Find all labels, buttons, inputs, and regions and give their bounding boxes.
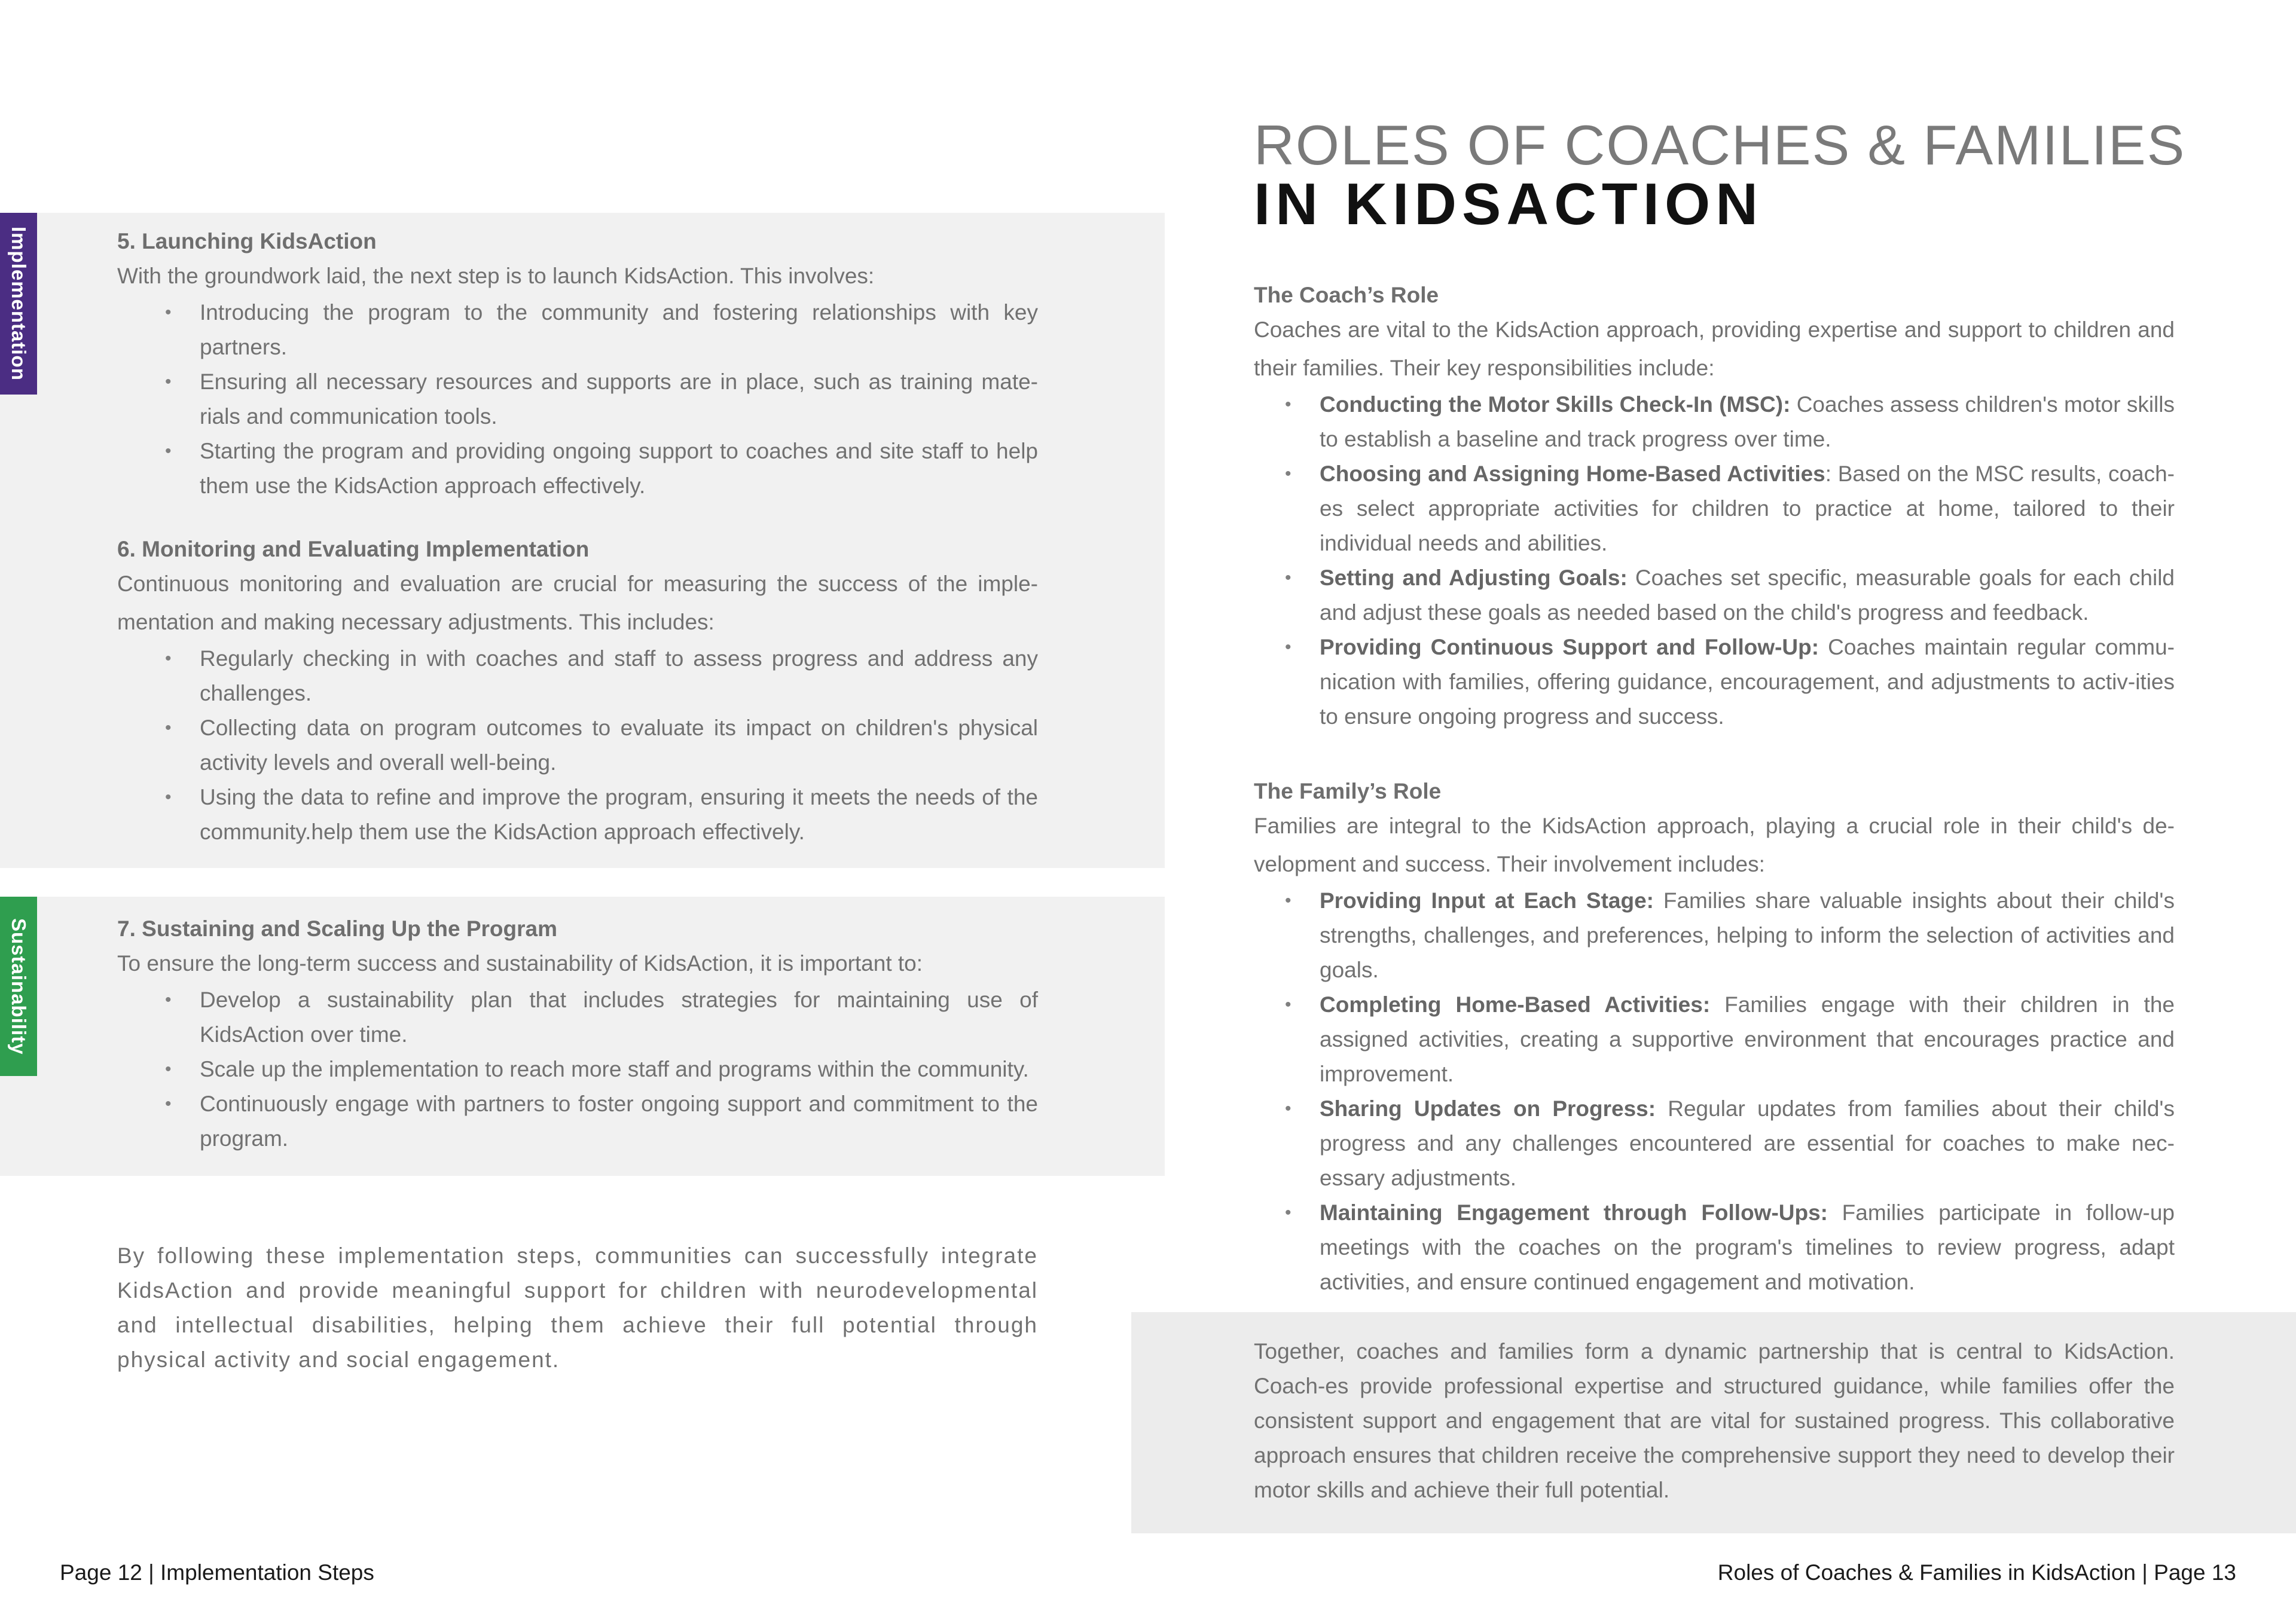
section-sustaining [117,913,1038,1156]
item-lead: Providing Continuous Support and Follow-Up: [1320,634,1819,659]
closing-block [117,1239,1038,1377]
list-item: • Using the data to refine and improve the program, ensuring it meets the needs of the community.help them use the KidsAction approach effectively. [200,780,1038,849]
section-intro: Continuous monitoring and evaluation are crucial for measuring the success of the imple-mentation and making necessary adjustments. This includes: [117,571,1038,634]
bullet-list [117,983,1038,1156]
list-item: • Starting the program and providing ongoing support to coaches and site staff to help them use the KidsAction approach effectively. [200,434,1038,503]
item-lead: Setting and Adjusting Goals: [1320,565,1628,590]
item-text: Coaches assess children's motor skills to establish a baseline and track progress over time. [1320,392,2175,451]
list-item [1320,988,2175,1092]
item-lead: Conducting the Motor Skills Check-In (MSC): [1320,392,1791,417]
bullet-list [117,641,1038,849]
list-item: • Develop a sustainability plan that includes strategies for maintaining use of KidsAction over time. [200,983,1038,1052]
list-item [1320,884,2175,988]
item-text: Families engage with their children in the assigned activities, creating a supportive environment that encourages practice and improvement. [1320,992,2175,1086]
closing-paragraph: By following these implementation steps, communities can successfully integrate KidsAction and provide meaningful support for children with neurodevelopmental and intellectual disabilities, helping them achieve their full potential through physical activity and social engagement. [117,1243,1038,1372]
item-lead: Sharing Updates on Progress: [1320,1096,1656,1121]
footer-right: Roles of Coaches & Families in KidsAction | Page 13 [1717,1560,2236,1585]
list-item: • Scale up the implementation to reach more staff and programs within the community. [200,1052,1038,1087]
item-text: : Based on the MSC results, coach-es select appropriate activities for children to practice at home, tailored to their individual needs and abilities. [1320,461,2175,555]
section-heading: The Family’s Role [1254,779,1442,803]
section-intro: To ensure the long-term success and sustainability of KidsAction, it is important to: [117,950,923,976]
list-item [1320,387,2175,457]
family-role-section [1254,776,2175,1300]
list-item: • Ensuring all necessary resources and supports are in place, such as training mate-rials and communication tools. [200,365,1038,434]
coach-role-section [1254,280,2175,734]
list-item: • Introducing the program to the community and fostering relationships with key partners. [200,295,1038,365]
list-item: • Continuously engage with partners to foster ongoing support and commitment to the program. [200,1087,1038,1156]
list-item [1320,457,2175,561]
list-item [1320,1196,2175,1300]
item-text: Coaches set specific, measurable goals for each child and adjust these goals as needed based on the child's progress and feedback. [1320,565,2175,625]
list-item: • Collecting data on program outcomes to evaluate its impact on children's physical activity levels and overall well-being. [200,711,1038,780]
summary-block [1254,1334,2175,1508]
page-title-line1: ROLES OF COACHES & FAMILIES [1254,114,2186,176]
item-lead: Maintaining Engagement through Follow-Ups: [1320,1200,1828,1225]
item-lead: Providing Input at Each Stage: [1320,888,1654,913]
item-text: Families share valuable insights about their child's strengths, challenges, and preferences, helping to inform the selection of activities and goals. [1320,888,2175,982]
bullet-list [1254,387,2175,734]
bullet-list [1254,884,2175,1300]
list-item [1320,561,2175,630]
summary-paragraph: Together, coaches and families form a dynamic partnership that is central to KidsAction. Coach-es provide professional expertise and structured guidance, while families offer the consistent support and engagement that are vital for sustained progress. This collaborative approach ensures that children receive the comprehensive support they need to develop their motor skills and achieve their full potential. [1254,1339,2175,1502]
item-lead: Choosing and Assigning Home-Based Activities [1320,461,1825,486]
section-heading: 5. Launching KidsAction [117,229,377,253]
page-title-line2: IN KIDSACTION [1254,171,1763,237]
item-text: Regular updates from families about their child's progress and any challenges encountered are essential for coaches to make nec-essary adjustments. [1320,1096,2175,1190]
section-launching [117,226,1038,503]
sustainability-tab: Sustainability [0,897,37,1076]
section-heading: The Coach’s Role [1254,283,1439,307]
section-intro: Families are integral to the KidsAction approach, playing a crucial role in their child's de-velopment and success. Their involvement includes: [1254,813,2175,876]
section-intro: With the groundwork laid, the next step is to launch KidsAction. This involves: [117,263,875,288]
section-intro: Coaches are vital to the KidsAction approach, providing expertise and support to children and their families. Their key responsibilities include: [1254,317,2175,380]
item-text: Families participate in follow-up meetings with the coaches on the program's timelines to review progress, adapt activities, and ensure continued engagement and motivation. [1320,1200,2175,1294]
list-item [1320,630,2175,734]
list-item [1320,1092,2175,1196]
item-lead: Completing Home-Based Activities: [1320,992,1711,1017]
section-monitoring [117,534,1038,849]
bullet-list [117,295,1038,503]
implementation-tab: Implementation [0,213,37,395]
item-text: Coaches maintain regular commu-nication with families, offering guidance, encouragement, and adjustments to activ-ities to ensure ongoing progress and success. [1320,634,2175,729]
list-item: • Regularly checking in with coaches and staff to assess progress and address any challenges. [200,641,1038,711]
section-heading: 6. Monitoring and Evaluating Implementation [117,537,590,561]
footer-left: Page 12 | Implementation Steps [60,1560,374,1585]
section-heading: 7. Sustaining and Scaling Up the Program [117,916,558,941]
